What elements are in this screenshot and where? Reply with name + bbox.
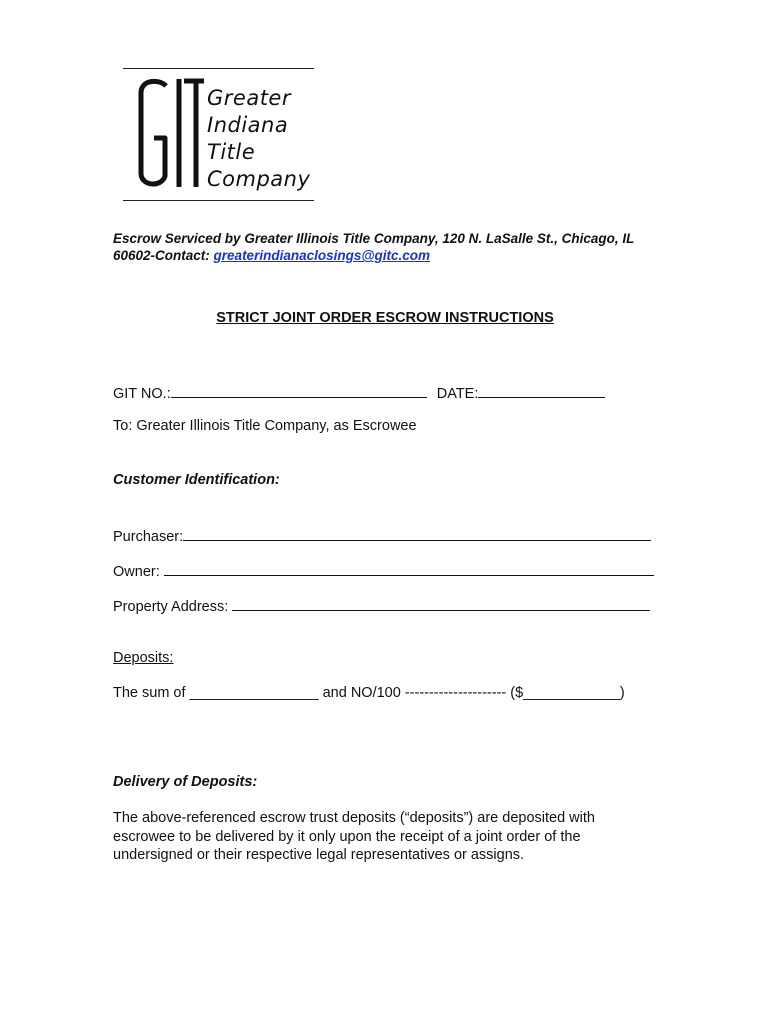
property-address-field[interactable]	[232, 596, 650, 611]
property-address-label: Property Address:	[113, 599, 229, 615]
logo-bottom-rule	[123, 200, 314, 201]
owner-label: Owner:	[113, 564, 160, 580]
deposits-heading: Deposits:	[113, 650, 174, 666]
git-no-label: GIT NO.:	[113, 386, 171, 402]
git-number-row	[113, 383, 605, 402]
purchaser-label: Purchaser:	[113, 529, 184, 545]
date-field[interactable]	[478, 383, 605, 398]
logo-letters-mark	[138, 76, 204, 190]
owner-row	[113, 561, 654, 580]
contact-prefix: 60602-Contact:	[113, 248, 214, 263]
purchaser-field[interactable]	[183, 526, 651, 541]
purchaser-row	[113, 526, 651, 545]
to-line: To: Greater Illinois Title Company, as Escrowee	[113, 418, 417, 434]
logo-word-greater: Greater	[207, 86, 291, 110]
logo-word-title: Title	[207, 140, 256, 164]
owner-field[interactable]	[164, 561, 654, 576]
document-title: STRICT JOINT ORDER ESCROW INSTRUCTIONS	[216, 310, 554, 326]
contact-email-link[interactable]: greaterindianaclosings@gitc.com	[213, 248, 431, 263]
date-label: DATE:	[436, 386, 479, 402]
deposit-sum-line: The sum of ________________ and NO/100 --------------------- ($____________)	[113, 685, 625, 701]
delivery-of-deposits-heading: Delivery of Deposits:	[113, 774, 258, 790]
contact-line	[113, 248, 430, 263]
property-address-row	[113, 596, 650, 615]
customer-identification-heading: Customer Identification:	[113, 472, 280, 488]
escrow-service-line: Escrow Serviced by Greater Illinois Title Company, 120 N. LaSalle St., Chicago, IL	[113, 231, 635, 246]
delivery-paragraph: The above-referenced escrow trust deposits (“deposits”) are deposited with escrowee to be delivered by it only upon the receipt of a joint order of the undersigned or their respective legal representatives or assigns.	[113, 810, 595, 863]
git-no-field[interactable]	[171, 383, 427, 398]
logo-word-indiana: Indiana	[207, 113, 289, 137]
logo-word-company: Company	[207, 167, 311, 191]
logo-top-rule	[123, 68, 314, 69]
